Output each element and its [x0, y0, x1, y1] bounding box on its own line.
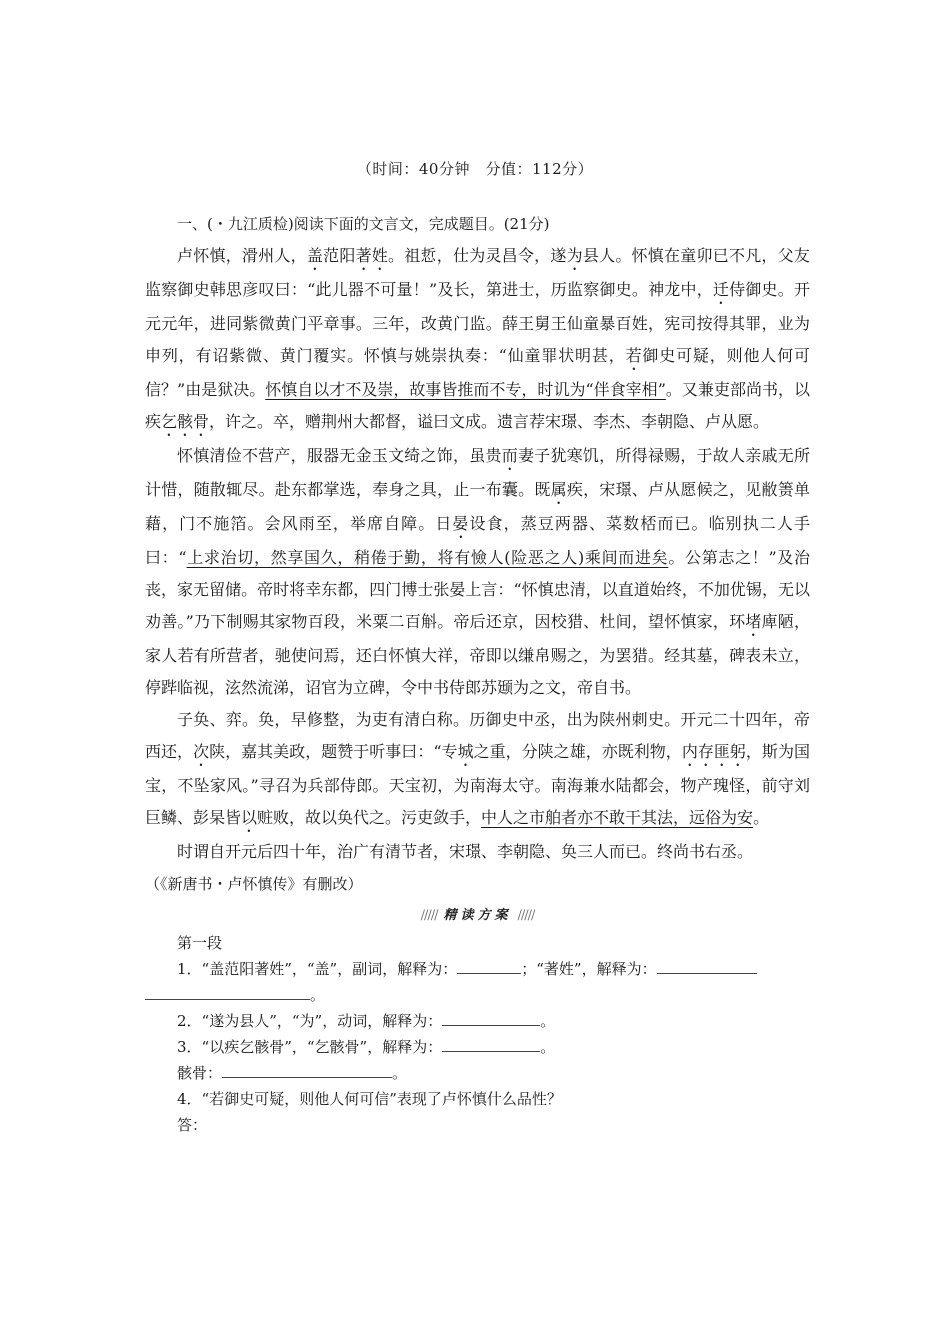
text-run: 子奂、弈。奂，早修整，为吏有清白称。历御史中丞，出为陕州刺史。开元二十四年，帝西还， [145, 710, 810, 761]
section-banner [145, 902, 810, 930]
question-text: 。 [540, 1012, 556, 1030]
emphasis-word: 而 [501, 446, 518, 465]
content-body [145, 208, 810, 1138]
text-run: 赃败，故以奂代之。污吏敛手， [257, 808, 482, 827]
text-run: 妻子犹寒饥，所得禄赐，于故人亲戚无所计惜，随散辄尽。赴东都掌选，奉身之具，止一布囊。既 [145, 446, 810, 499]
text-run: 设食，蒸豆两器、菜数桮而已。临别执二人手曰：“ [145, 514, 810, 567]
emphasis-word: 堵 [745, 612, 762, 631]
emphasis-word: 内存匪躬 [681, 742, 746, 761]
underlined-sentence: 上求治切，然享国久，稍倦于勤，将有憸人(险恶之人)乘间而进矣 [186, 548, 669, 567]
passage-paragraph-4: 时谓自开元后四十年，治广有清节者，宋璟、李朝隐、奂三人而已。终尚书右丞。 [177, 842, 754, 861]
question-text: 骸骨： [177, 1064, 223, 1082]
emphasis-word: 晏 [452, 514, 470, 533]
question-2 [145, 1008, 810, 1034]
emphasis-word: 属 [550, 480, 567, 499]
passage-paragraph-3 [145, 704, 810, 836]
question-3 [145, 1034, 810, 1060]
passage-paragraph-1 [145, 240, 810, 440]
question-text: 2．“遂为县人”，“为”，动词，解释为： [177, 1012, 443, 1030]
text-run: 之重，分陕之雄，亦既利物， [473, 742, 682, 761]
answer-blank[interactable] [145, 983, 310, 1000]
question-3-sub [145, 1060, 810, 1086]
answer-label: 答： [177, 1116, 208, 1134]
emphasis-word: 以 [241, 808, 258, 827]
text-run: ，许之。卒，赠荆州大都督，谥曰文成。遗言荐宋璟、李杰、李朝隐、卢从愿。 [209, 412, 770, 431]
text-run: 怀慎清俭不营产，服器无金玉文绮之饰，虽贵 [177, 446, 502, 465]
questions-block [145, 930, 810, 1138]
banner-title: 精读方案 [443, 908, 512, 923]
emphasis-word: 盖 [306, 246, 324, 265]
underlined-sentence: 中人之市舶者亦不敢干其法，远俗为安 [481, 808, 754, 827]
text-run: ，斯为国宝，不坠家风。”寻召为兵部侍郎。天宝初，为南海太守。南海兼水陆都会，物产瑰怪，前守刘巨鳞、彭杲皆 [145, 742, 810, 827]
question-text: 。 [392, 1064, 408, 1082]
question-text: 。 [540, 1038, 556, 1056]
answer-blank[interactable] [442, 1035, 540, 1052]
text-run: 。又兼吏部尚书，以疾 [145, 380, 810, 431]
emphasis-word: 次 [193, 742, 210, 761]
question-text: 。 [310, 986, 326, 1004]
time-score-line: （时间：40分钟 分值：112分） [356, 160, 594, 178]
text-run: 。祖悊，仕为灵昌令，遂 [388, 246, 567, 265]
text-run: 御史可疑，则他人何可信？”由是狱决。 [145, 346, 810, 399]
text-run: 范阳 [323, 246, 356, 265]
answer-blank[interactable] [457, 957, 521, 974]
question-text: ；“著姓”，解释为： [521, 960, 657, 978]
question-heading: 一、(・九江质检)阅读下面的文言文，完成题目。(21分) [177, 215, 550, 233]
text-run: 庳陋，家人若有所营者，驰使问焉，还白怀慎大祥，帝即以缣帛赐之，为罢猎。经其墓，碑表未立，停跸临视，泫然流涕，诏官为立碑，令中书侍郎苏颋为之文，帝自书。 [145, 612, 810, 697]
question-text: 3．“以疾乞骸骨”，“乞骸骨”，解释为： [177, 1038, 443, 1056]
text-run: 县人。怀慎在童卯已不凡，父友监察御史韩思彦叹曰：“此儿器不可量！”及长，第进士，历监察御史。神龙中， [145, 246, 810, 299]
emphasis-word: 迁 [712, 280, 730, 299]
text-run: 。 [753, 808, 770, 827]
answer-blank[interactable] [442, 1009, 540, 1026]
emphasis-word: 为 [566, 246, 583, 265]
emphasis-word: 若 [625, 346, 643, 365]
text-run: 。公第志之！”及治丧，家无留储。帝时将幸东都，四门博士张晏上言：“怀慎忠清，以直道始终，不加优锡，无以劝善。”乃下制赐其家物百段，米粟二百斛。帝后还京，因校猎、杜间，望怀慎家，环 [145, 548, 810, 631]
emphasis-word: 乞骸骨 [161, 412, 210, 431]
answer-blank[interactable] [657, 957, 757, 974]
emphasis-word: 著姓 [355, 246, 389, 265]
question-4: 4．“若御史可疑，则他人何可信”表现了卢怀慎什么品性？ [177, 1090, 562, 1108]
question-text: 1．“盖范阳著姓”，“盖”，副词，解释为： [177, 960, 458, 978]
section-label: 第一段 [177, 934, 223, 952]
text-run: 侍御史。开元元年，进同紫微黄门平章事。三年，改黄门监。薛王舅王仙童暴百姓，宪司按得其罪，业为申列，有诏紫微、黄门覆实。怀慎与姚崇执奏：“仙童罪状明甚， [145, 280, 810, 365]
answer-blank[interactable] [222, 1061, 392, 1078]
passage-paragraph-2 [145, 440, 810, 704]
banner-decoration-right: ///// [517, 908, 535, 923]
text-run: 卢怀慎，滑州人， [177, 246, 307, 265]
underlined-sentence: 怀慎自以才不及崇，故事皆推而不专，时讥为“伴食宰相” [265, 380, 666, 399]
text-run: 陕，嘉其美政，题赞于听事曰：“专 [209, 742, 458, 761]
source-citation: （《新唐书・卢怀慎传》有删改） [145, 875, 363, 893]
banner-decoration-left: ///// [420, 908, 438, 923]
question-1 [145, 956, 810, 1008]
text-run: 疾，宋璟、卢从愿候之，见敝箦单藉，门不施箔。会风雨至，举席自障。日 [145, 480, 810, 533]
emphasis-word: 城 [457, 742, 474, 761]
